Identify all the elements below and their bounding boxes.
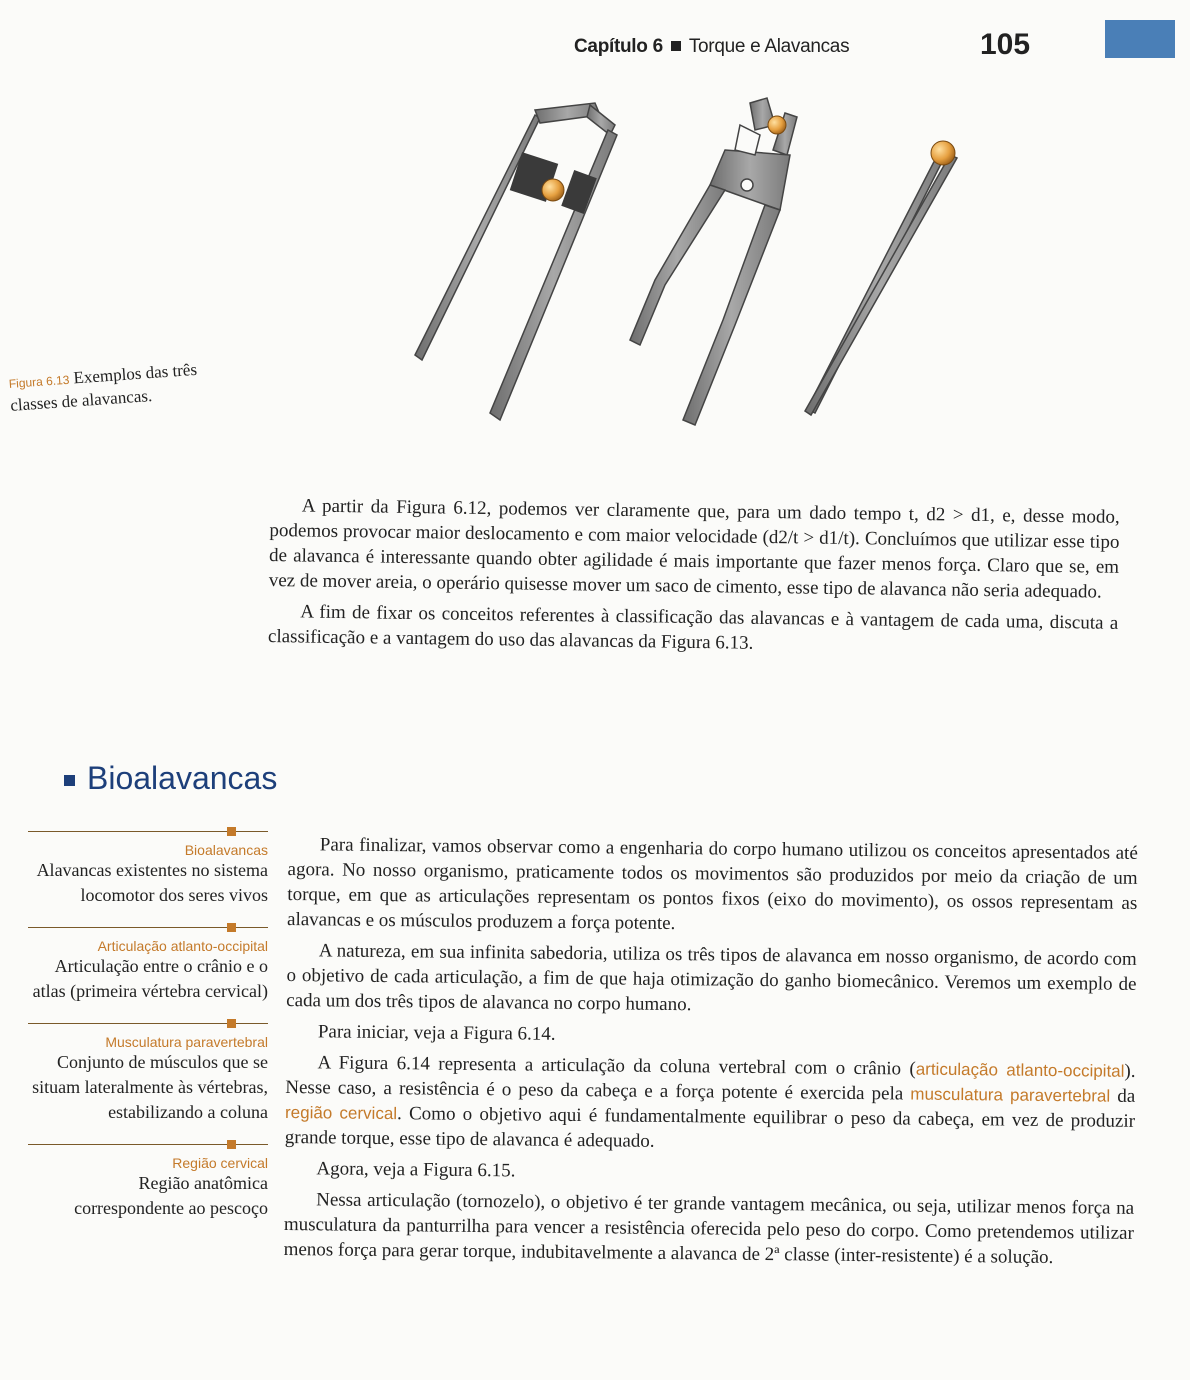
text-block-main xyxy=(283,832,1138,1277)
running-head xyxy=(574,36,849,58)
page-header xyxy=(560,28,1190,68)
glossary-item xyxy=(28,922,268,1004)
glossary-item xyxy=(28,1018,268,1125)
glossary-rule xyxy=(28,1018,268,1030)
figure-label: Figura 6.13 xyxy=(8,372,70,391)
chapter-number: Capítulo 6 xyxy=(574,36,663,57)
paragraph xyxy=(285,1050,1136,1159)
glossary-rule xyxy=(28,826,268,838)
glossary-item xyxy=(28,1139,268,1221)
glossary-definition: Articulação entre o crânio e o atlas (primeira vértebra cervical) xyxy=(32,956,268,1001)
figure-illustration xyxy=(395,95,995,435)
paragraph: A partir da Figura 6.12, podemos ver claramente que, para um dado tempo t, d2 > d1, e, desse modo, podemos provocar maior deslocamento e com maior velocidade (d2/t > d1/t). Concluímos que utilizar esse tipo de alavanca é interessante quando obter agilidade é mais importante que fazer menos força. Claro que se, em vez de mover areia, o operário quisesse mover um saco de cimento, esse tipo de alavanca não seria adequado. xyxy=(268,495,1120,603)
glossary-definition: Alavancas existentes no sistema locomotor dos seres vivos xyxy=(36,860,268,905)
chapter-title: Torque e Alavancas xyxy=(688,36,850,57)
nutcracker-icon xyxy=(415,103,617,420)
glossary-rule xyxy=(28,922,268,934)
separator-square-icon xyxy=(671,41,681,51)
glossary-term: Bioalavancas xyxy=(184,842,268,858)
tweezers-icon xyxy=(805,141,957,415)
glossary-sidebar xyxy=(28,826,268,1235)
glossary-highlight: região cervical xyxy=(284,1102,398,1124)
glossary-highlight: articulação atlanto-occipital xyxy=(915,1059,1125,1081)
paragraph: Para finalizar, vamos observar como a engenharia do corpo humano utilizou os conceitos apresentados até agora. No nosso organismo, praticamente todos os movimentos são produzidos por meio da criação de um torque, em que as articulações representam os pontos fixos (eixo do movimento), os ossos representam as alavancas e os músculos produzem a força potente. xyxy=(286,834,1138,935)
glossary-item xyxy=(28,826,268,908)
figure-caption xyxy=(8,357,231,416)
text-run: A Figura 6.14 representa a articulação da coluna vertebral com o crânio ( xyxy=(317,1052,916,1080)
paragraph: Para iniciar, veja a Figura 6.14. xyxy=(317,1021,556,1045)
paragraph: A natureza, em sua infinita sabedoria, utiliza os três tipos de alavanca em nosso organismo, de acordo com o objetivo de cada articulação, a fim de que haja otimização do ganho biomecânico. Veremos um exemplo de cada um dos três tipos de alavanca no corpo humano. xyxy=(286,940,1137,1016)
text-run: da xyxy=(1110,1085,1136,1107)
chapter-tab xyxy=(1105,20,1175,58)
glossary-term: Articulação atlanto-occipital xyxy=(97,938,268,954)
page-number: 105 xyxy=(980,28,1031,61)
glossary-term: Região cervical xyxy=(172,1155,268,1171)
glossary-highlight: musculatura paravertebral xyxy=(910,1084,1111,1106)
figure-caption-text: Exemplos das três classes de alavancas. xyxy=(9,359,198,415)
text-block-top xyxy=(268,493,1120,667)
text-run: ). Nesse caso, a resistência é o peso da cabeça e a força potente é exercida pela xyxy=(285,1060,1136,1105)
section-heading xyxy=(64,760,277,797)
glossary-term: Musculatura paravertebral xyxy=(105,1034,268,1050)
glossary-definition: Região anatômica correspondente ao pescoço xyxy=(74,1173,268,1218)
text-run: . Como o objetivo aqui é fundamentalmente equilibrar o peso da cabeça, em vez de produzir grande torque, esse tipo de alavanca é adequado. xyxy=(284,1103,1136,1152)
levers-figure xyxy=(395,95,995,435)
section-title: Bioalavancas xyxy=(87,760,278,796)
glossary-rule xyxy=(28,1139,268,1151)
glossary-definition: Conjunto de músculos que se situam lateralmente às vértebras, estabilizando a coluna xyxy=(32,1052,268,1122)
pliers-icon xyxy=(630,98,797,425)
heading-square-icon xyxy=(64,775,75,786)
paragraph: A fim de fixar os conceitos referentes à classificação das alavancas e à vantagem de cada uma, discuta a classificação e a vantagem do uso das alavancas da Figura 6.13. xyxy=(267,601,1119,654)
paragraph: Nessa articulação (tornozelo), o objetivo é ter grande vantagem mecânica, ou seja, utilizar menos força na musculatura da panturrilha para vencer a resistência oferecida pelo peso do corpo. Como pretendemos utilizar menos força para gerar torque, indubitavelmente a alavanca de 2ª classe (inter-resistente) é a solução. xyxy=(283,1189,1135,1269)
paragraph: Agora, veja a Figura 6.15. xyxy=(316,1158,516,1182)
